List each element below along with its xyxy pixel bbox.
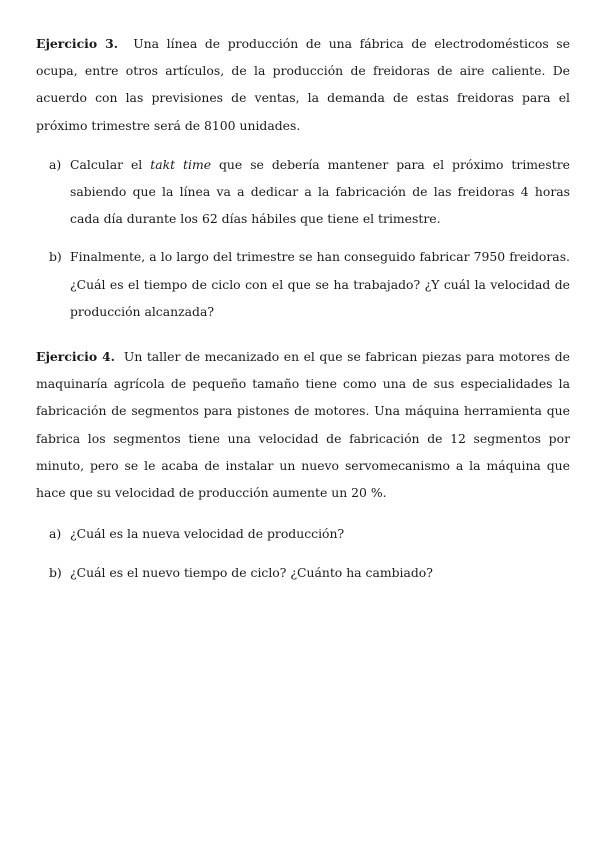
item-text-after: que se debería mantener para el próximo trimestre sabiendo que la línea va a dedicar a la fabricación de las freidoras 4 horas cada día durante los 62 días hábiles que tiene el trimestre. — [70, 156, 570, 227]
item-marker: b) — [49, 249, 62, 265]
exercise-3-items — [36, 151, 570, 325]
item-text: Finalmente, a lo largo del trimestre se han conseguido fabricar 7950 freidoras. ¿Cuál es el tiempo de ciclo con el que se ha trabajado? ¿Y cuál la velocidad de producción alcanzada? — [70, 249, 570, 319]
item-marker: b) — [49, 565, 62, 581]
exercise-3-text: Una línea de producción de una fábrica de electrodomésticos se ocupa, entre otros artículos, de la producción de freidoras de aire caliente. De acuerdo con las previsiones de ventas, la demanda de estas freidoras para el próximo trimestre será de 8100 unidades. — [36, 36, 570, 133]
item-text: ¿Cuál es el nuevo tiempo de ciclo? ¿Cuánto ha cambiado? — [70, 565, 433, 581]
exercise-4-item-a — [36, 520, 570, 547]
exercise-4 — [36, 343, 570, 587]
exercise-3 — [36, 30, 570, 325]
exercise-3-item-b — [36, 243, 570, 325]
exercise-4-item-b — [36, 559, 570, 586]
item-emphasis: takt time — [150, 156, 212, 172]
exercise-4-heading: Ejercicio 4. — [36, 349, 115, 365]
item-text-before: Calcular el — [70, 156, 151, 172]
exercise-3-item-a — [36, 151, 570, 233]
item-text: ¿Cuál es la nueva velocidad de producción? — [70, 526, 345, 542]
item-marker: a) — [49, 526, 62, 542]
exercise-4-text: Un taller de mecanizado en el que se fabrican piezas para motores de maquinaría agrícola de pequeño tamaño tiene como una de sus especialidades la fabricación de segmentos para pistones de motores. Una máquina herramienta que fabrica los segmentos tiene una velocidad de fabricación de 12 segmentos por minuto, pero se le acaba de instalar un nuevo servomecanismo a la máquina que hace que su velocidad de producción aumente un 20 %. — [36, 349, 570, 501]
exercise-3-statement — [36, 30, 570, 139]
item-text — [70, 151, 570, 233]
exercise-4-statement — [36, 343, 570, 506]
exercise-3-heading: Ejercicio 3. — [36, 36, 119, 51]
exercise-4-items — [36, 520, 570, 586]
document-page — [36, 30, 570, 605]
item-marker: a) — [49, 156, 62, 172]
